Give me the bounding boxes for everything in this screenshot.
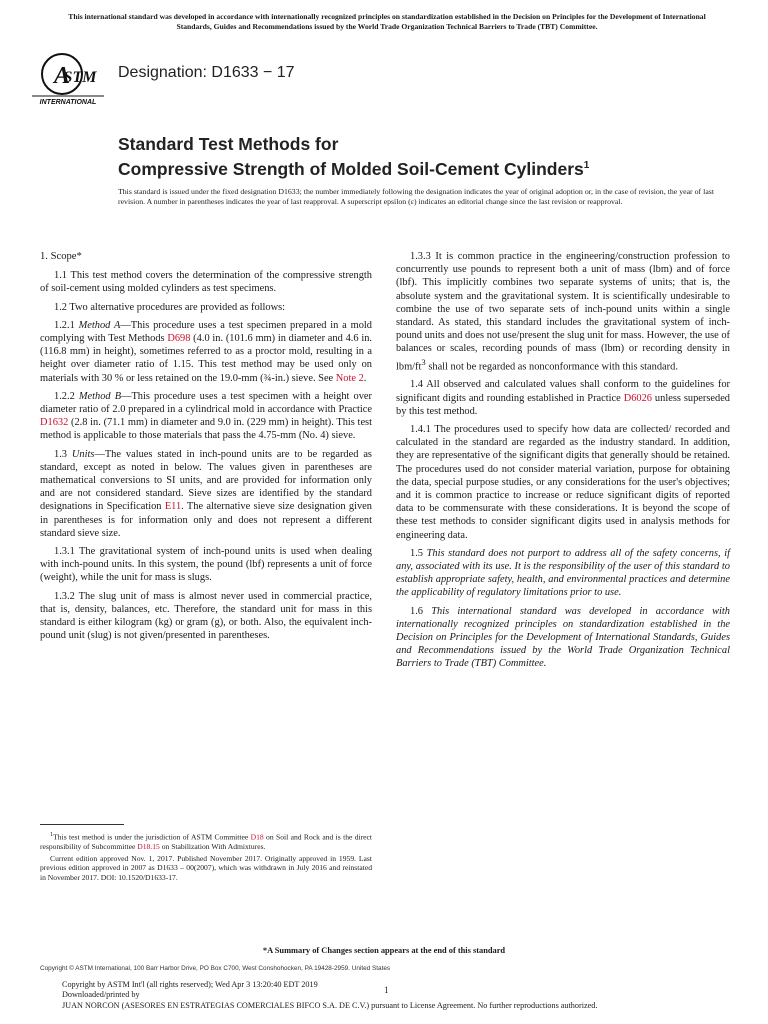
footnote-marker: 1: [50, 831, 54, 838]
footnote-1: [40, 830, 372, 852]
issuance-note: This standard is issued under the fixed designation D1633; the number immediately following the designation indicates the year of original adoption or, in the case of revision, the year of last revision. A number in parentheses indicates the year of last reapproval. A superscript epsilon (ε) indicates an editorial change since the last revision or reapproval.: [118, 187, 714, 206]
ref-link-note-2[interactable]: Note 2: [335, 372, 364, 384]
license-line-1: Copyright by ASTM Int'l (all rights reserved); Wed Apr 3 13:20:40 EDT 2019: [62, 980, 318, 989]
para-1-4-1: 1.4.1 The procedures used to specify how data are collected/ recorded and calculated in the standard are regarded as the industry standard. In addition, they are representative of the significant digits that generally should be retained. The procedures used do not consider material variation, purpose for obtaining the data, special purpose studies, or any considerations for the user's objectives; and it is common practice to increase or reduce significant digits of reported data to be commensurate with these considerations. It is beyond the scope of these test methods to consider significant digits used in analysis methods for engineering data.: [396, 423, 730, 541]
wto-notice: This international standard was developed in accordance with internationally recognized principles on standardization established in the Decision on Principles for the Development of International Standards, Guides and Recommendations issued by the World Trade Organization Technical Barriers to Trade (TBT) Committee.: [68, 12, 706, 31]
scope-heading: 1. Scope*: [40, 251, 82, 262]
units-label: Units: [71, 448, 95, 460]
para-1-2: 1.2 Two alternative procedures are provided as follows:: [54, 301, 286, 313]
para-text: —The values stated in inch-pound units are to be regarded as standard, except as noted in below. The values given in parentheses are mathematical conversions to SI units, and are provided for information only and are not considered standard. Sieve sizes are identified by the standard designations in Specification: [40, 448, 372, 513]
method-a-label: Method A: [78, 319, 121, 331]
footnote-text: This test method is under the jurisdiction of ASTM Committee: [53, 832, 251, 842]
footnote-edition: Current edition approved Nov. 1, 2017. Published November 2017. Originally approved in 1959. Last previous edition approved in 2007 as D1633 – 00(2007), which was withdrawn in July 2016 and reinstated in November 2017. DOI: 10.1520/D1633-17.: [40, 853, 372, 882]
summary-of-changes-note: *A Summary of Changes section appears at the end of this standard: [262, 946, 506, 955]
ref-link-d698[interactable]: D698: [167, 333, 191, 345]
astm-logo: [32, 50, 112, 108]
para-text: unless superseded by this test method.: [396, 392, 730, 417]
right-column: [396, 250, 730, 676]
ref-link-d6026[interactable]: D6026: [623, 392, 652, 404]
designation: Designation: D1633 − 17: [118, 64, 295, 81]
para-text: (2.8 in. (71.1 mm) in diameter and 9.0 in. (229 mm) in height). This test method is applicable to those materials that pass the 4.75-mm (No. 4) sieve.: [40, 417, 372, 442]
para-text: shall not be regarded as nonconformance with this standard.: [425, 361, 678, 373]
svg-text:A: A: [53, 63, 71, 89]
para-1-4: [396, 378, 730, 418]
para-text: 1.4 All observed and calculated values shall conform to the guidelines for significant digits and rounding established in Practice: [396, 379, 730, 404]
title-line-2-text: Compressive Strength of Molded Soil-Cement Cylinders: [118, 158, 584, 179]
para-num: 1.2.2: [54, 390, 75, 402]
para-num: 1.6: [410, 605, 423, 617]
wto-statement: This international standard was developed in accordance with internationally recognized principles on standardization established in the Decision on Principles for the Development of International Standards, Guides and Recommendations issued by the World Trade Organization Technical Barriers to Trade (TBT) Committee.: [396, 605, 730, 670]
ref-link-e11[interactable]: E11: [164, 501, 182, 513]
para-text: (4.0 in. (101.6 mm) in diameter and 4.6 in. (116.8 mm) in height), sometimes referred to as a proctor mold, resulting in a height over diameter ratio of 1.15. This test method may be used only on materials with 30 % or less retained on the 19.0-mm (¾-in.) sieve. See: [40, 333, 372, 384]
footnote-text: on Stabilization With Admixtures.: [159, 842, 266, 852]
para-text: —This procedure uses a test specimen with a height over diameter ratio of 2.0 prepared in a cylindrical mold in accordance with Practice: [40, 390, 372, 416]
para-1-3-1: 1.3.1 The gravitational system of inch-pound units is used when dealing with inch-pound units. In this system, the pound (lbf) represents a unit of force (weight), while the unit for mass is slugs.: [40, 546, 372, 584]
para-1-2-2: [40, 390, 372, 443]
para-1-2-1: [40, 319, 372, 385]
para-num: 1.3: [54, 448, 67, 460]
para-text: .: [363, 372, 367, 384]
para-1-1: 1.1 This test method covers the determination of the compressive strength of soil-cement using molded cylinders as test specimens.: [40, 270, 372, 295]
ref-link-d18-15[interactable]: D18.15: [137, 842, 160, 852]
para-1-3-3: [396, 250, 730, 373]
footnotes: [40, 830, 372, 885]
para-1-5: [396, 547, 730, 600]
para-num: 1.2.1: [54, 319, 75, 331]
title-line-1: Standard Test Methods for: [118, 134, 339, 154]
document-title: [118, 134, 678, 180]
title-line-2: [118, 155, 678, 180]
svg-text:STM: STM: [63, 69, 97, 86]
para-text: —This procedure uses a test specimen prepared in a mold complying with Test Methods: [40, 319, 372, 345]
para-text: . The alternative sieve size designation given in parentheses is for information only and does not represent a different standard sieve size.: [40, 501, 372, 539]
title-footnote-marker[interactable]: 1: [583, 160, 590, 171]
para-num: 1.5: [410, 547, 423, 559]
superscript: 3: [421, 356, 426, 367]
left-column: [40, 250, 372, 647]
logo-subtext: INTERNATIONAL: [39, 99, 97, 106]
para-1-6: [396, 605, 730, 671]
footnote-text: on Soil and Rock and is the direct responsibility of Subcommittee: [40, 832, 373, 852]
copyright-line: Copyright © ASTM International, 100 Barr Harbor Drive, PO Box C700, West Conshohocken, PA 19428-2959. United States: [40, 965, 391, 972]
ref-link-d18[interactable]: D18: [250, 832, 264, 842]
page-number: 1: [384, 985, 389, 995]
license-block: [62, 980, 722, 1011]
footnote-divider: [40, 824, 124, 825]
ref-link-d1632[interactable]: D1632: [40, 417, 69, 429]
para-1-3: [40, 448, 372, 540]
license-line-3: JUAN NORCON (ASESORES EN ESTRATEGIAS COMERCIALES BIFCO S.A. DE C.V.) pursuant to License Agreement. No further reproductions authorized.: [62, 1000, 598, 1010]
license-line-2: Downloaded/printed by: [62, 990, 140, 1000]
para-1-3-2: 1.3.2 The slug unit of mass is almost never used in commercial practice, that is, density, balances, etc. Therefore, the standard unit for mass in this standard is either kilogram (kg) or gram (g), or both. Also, the equivalent inch-pound unit (slug) is not given/presented in parentheses.: [40, 590, 372, 642]
para-text: 1.3.3 It is common practice in the engineering/construction profession to concurrently use pounds to represent both a unit of mass (lbm) and of force (lbf). This implicitly combines two separate systems of units; that is, the absolute system and the gravitational system. It is scientifically undesirable to combine the use of two separate sets of inch-pound units within a single standard. As stated, this standard includes the gravitational system of inch-pound units and does not use/present the slug unit for mass. However, the use of balances or scales, recording pounds of mass (lbm) or recording density in lbm/ft: [396, 251, 730, 373]
safety-statement: This standard does not purport to address all of the safety concerns, if any, associated with its use. It is the responsibility of the user of this standard to establish appropriate safety, health, and environmental practices and determine the applicability of regulatory limitations prior to use.: [396, 547, 730, 599]
method-b-label: Method B: [78, 390, 122, 402]
